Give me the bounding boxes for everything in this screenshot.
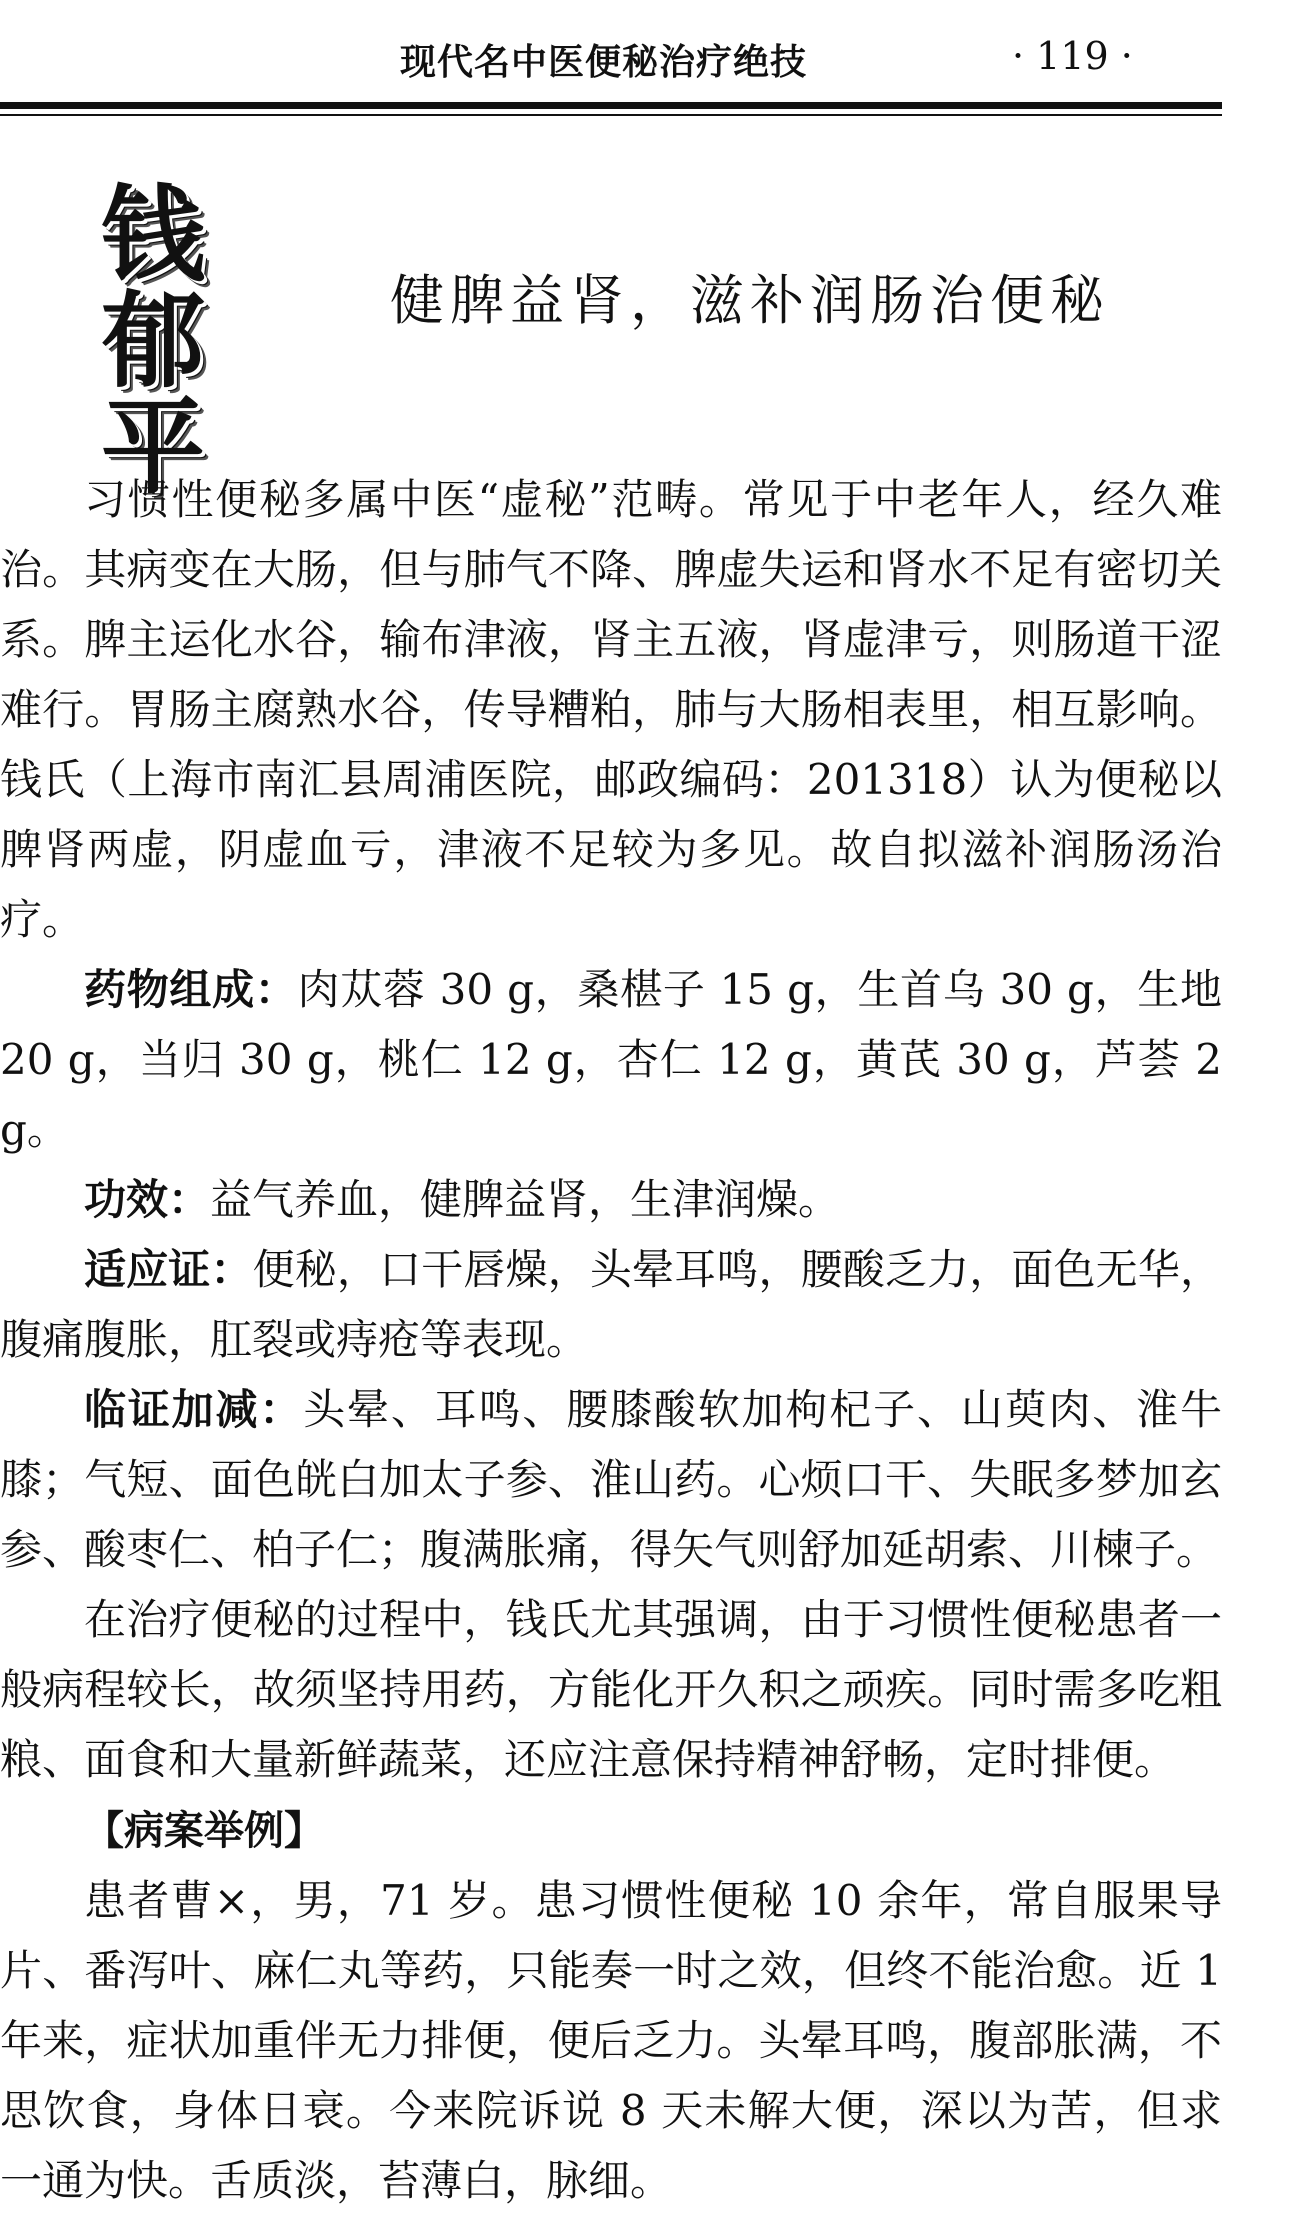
indications-label: 适应证： — [84, 1245, 253, 1294]
author-name-char: 钱 — [100, 174, 205, 296]
article-body — [0, 465, 1222, 2216]
case-paragraph: 患者曹×，男，71 岁。患习惯性便秘 10 余年，常自服果导片、番泻叶、麻仁丸等药，只能奏一时之效，但终不能治愈。近 1 年来，症状加重伴无力排便，便后乏力。头晕耳鸣，腹部胀满，不思饮食，身体日衰。今来院诉说 8 天未解大便，深以为苦，但求一通为快。舌质淡，苔薄白，脉细。 — [0, 1876, 1222, 2205]
composition-label: 药物组成： — [84, 965, 298, 1014]
efficacy-label: 功效： — [84, 1175, 211, 1224]
book-title: 现代名中医便秘治疗绝技 — [400, 42, 808, 83]
modification-text: 头晕、耳鸣、腰膝酸软加枸杞子、山萸肉、淮牛膝；气短、面色㿠白加太子参、淮山药。心烦口干、失眠多梦加玄参、酸枣仁、柏子仁；腹满胀痛，得矢气则舒加延胡索、川楝子。 — [0, 1385, 1222, 1574]
indications-paragraph — [0, 1235, 1222, 1375]
author-name-char: 平 — [100, 386, 205, 508]
modification-paragraph — [0, 1375, 1222, 1585]
modification-label: 临证加减： — [84, 1385, 304, 1434]
composition-text: 肉苁蓉 30 g，桑椹子 15 g，生首乌 30 g，生地 20 g，当归 30 g，桃仁 12 g，杏仁 12 g，黄芪 30 g，芦荟 2 g。 — [0, 965, 1222, 1154]
efficacy-paragraph — [0, 1165, 1222, 1235]
indications-text: 便秘，口干唇燥，头晕耳鸣，腰酸乏力，面色无华，腹痛腹胀，肛裂或痔疮等表现。 — [0, 1245, 1222, 1364]
case-heading: 【病案举例】 — [84, 1808, 324, 1854]
header-rule-thick — [0, 102, 1222, 109]
case-heading-paragraph — [0, 1795, 1222, 1866]
author-name — [88, 174, 218, 508]
article-title: 健脾益肾，滋补润肠治便秘 — [390, 269, 1110, 332]
author-name-char: 郁 — [100, 280, 205, 402]
running-header — [0, 22, 1222, 86]
intro-paragraph: 习惯性便秘多属中医“虚秘”范畴。常见于中老年人，经久难治。其病变在大肠，但与肺气不降、脾虚失运和肾水不足有密切关系。脾主运化水谷，输布津液，肾主五液，肾虚津亏，则肠道干涩难行。胃肠主腐熟水谷，传导糟粕，肺与大肠相表里，相互影响。钱氏（上海市南汇县周浦医院，邮政编码：201318）认为便秘以脾肾两虚，阴虚血亏，津液不足较为多见。故自拟滋补润肠汤治疗。 — [0, 475, 1222, 944]
page-number: · 119 · — [1012, 34, 1133, 78]
advice-paragraph: 在治疗便秘的过程中，钱氏尤其强调，由于习惯性便秘患者一般病程较长，故须坚持用药，方能化开久积之顽疾。同时需多吃粗粮、面食和大量新鲜蔬菜，还应注意保持精神舒畅，定时排便。 — [0, 1595, 1222, 1784]
efficacy-text: 益气养血，健脾益肾，生津润燥。 — [210, 1175, 841, 1224]
composition-paragraph — [0, 955, 1222, 1165]
header-rule-thin — [0, 114, 1222, 116]
